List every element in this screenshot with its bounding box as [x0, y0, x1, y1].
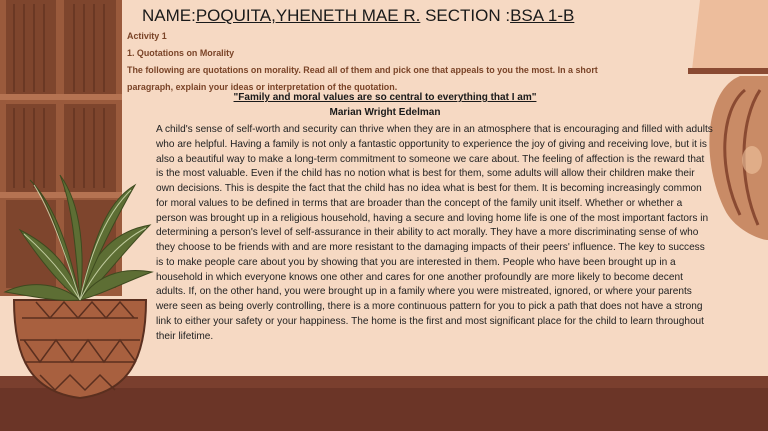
- activity-block: [127, 28, 634, 96]
- activity-subtitle: 1. Quotations on Morality: [127, 48, 235, 59]
- name-label: NAME:: [142, 6, 196, 25]
- student-header: [142, 6, 574, 26]
- activity-instructions: The following are quotations on morality. Read all of them and pick one that appeals to you the most. In a short paragraph, explain your ideas or interpretation of the quotation.: [127, 65, 598, 93]
- essay-paragraph: A child's sense of self-worth and security can thrive when they are in an atmosphere that is encouraging and filled with adults who are helpful. Having a family is not only a fantastic opportunity to experience the joy of giving and receiving love, but it is also a beautiful way to make a long-term commitment to someone we care about. The feeling of affection is the reward that is the most valuable. Even if the child has no notion what is best for them, some adults will allow their children make their own decisions. This is despite the fact that the child has no idea what is best for them. It is becoming increasingly common for moral values to be defined in terms that are broader than the concept of the family unit itself. Whether or whether a person was brought up in a religious household, having a secure and loving home life is one of the most important factors in determining a person's level of self-assurance in their ability to act morally. They have a more discriminating sense of who they choose to be friends with and are more resistant to the damaging impacts of their peers' influence. The key to success is to make people care about you by showing that you are interested in them. People who have been brought up in a household in which everyone knows one other and cares for one another profoundly are more likely to become decent adults. If, on the other hand, you were brought up in a family where you were mistreated, ignored, or where your parents were seen as being overly controlling, there is a more continuous pattern for you to pick a path that does not have a strong link to either your safety or your happiness. The home is the first and most significant place for the child to learn throughout their lifetime.: [156, 124, 713, 342]
- student-name: POQUITA,YHENETH MAE R.: [195, 6, 421, 25]
- quote-author: Marian Wright Edelman: [329, 107, 441, 118]
- chosen-quote: "Family and moral values are so central to everything that I am": [233, 92, 537, 103]
- section-value: BSA 1-B: [510, 6, 575, 25]
- section-label: SECTION :: [420, 6, 511, 25]
- activity-title: Activity 1: [127, 31, 167, 42]
